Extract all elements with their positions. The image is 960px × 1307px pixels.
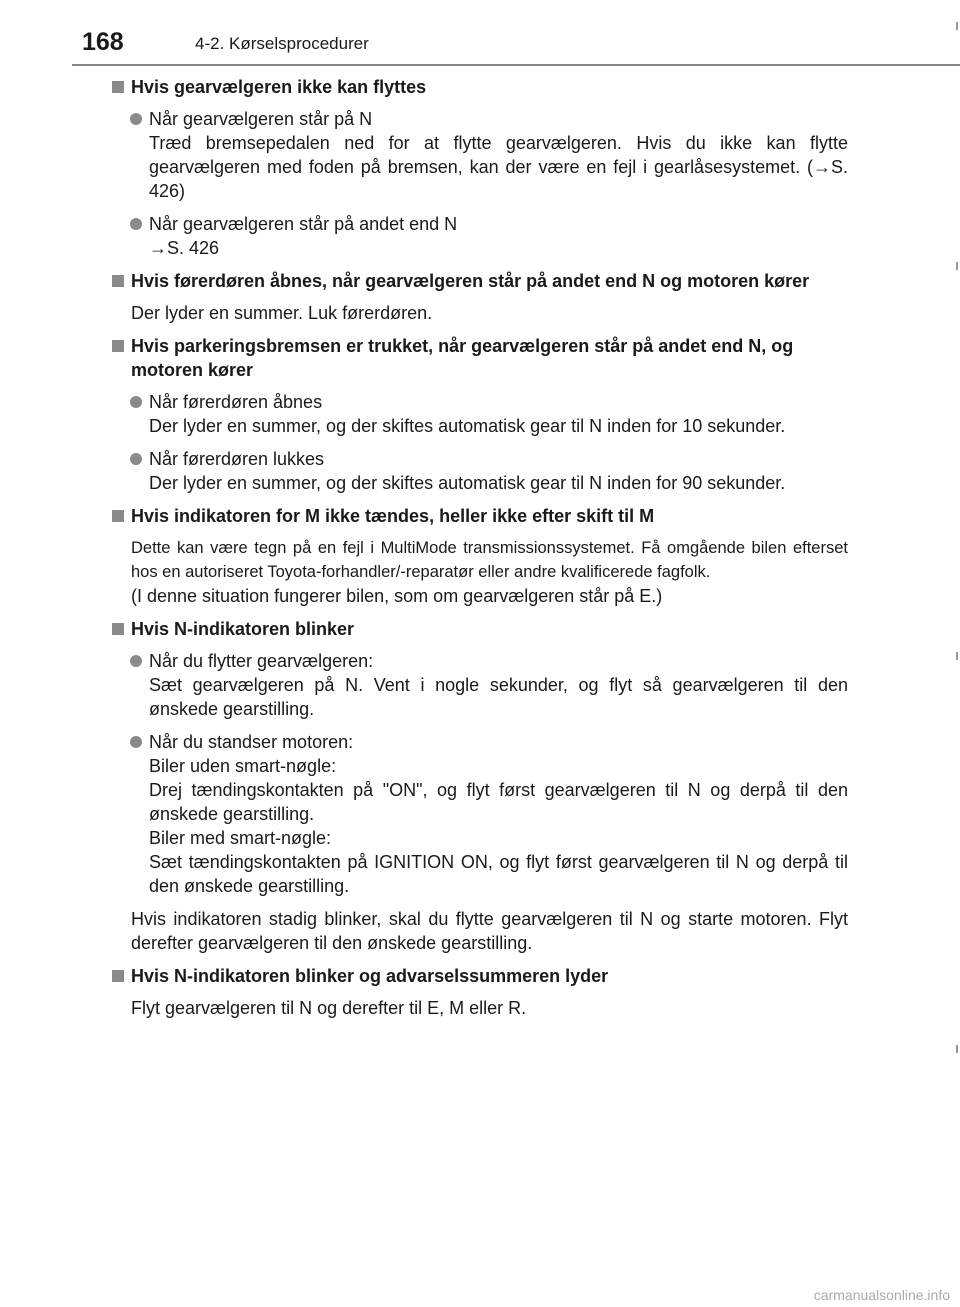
section-heading: Hvis førerdøren åbnes, når gearvælgeren står på andet end N og motoren kører [112,269,848,293]
square-bullet-icon [112,81,124,93]
chapter-title: 4-2. Kørselsprocedurer [195,34,369,53]
square-bullet-icon [112,510,124,522]
section-heading: Hvis gearvælgeren ikke kan flyttes [112,75,848,99]
square-bullet-icon [112,970,124,982]
section-heading: Hvis N-indikatoren blinker og advarselssummeren lyder [112,964,848,988]
list-item: Når gearvælgeren står på N Træd bremsepedalen ned for at flytte gearvælgeren. Hvis du ikke kan flytte gearvælgeren med foden på bremsen, kan der være en fejl i gearlåsesystemet. (→S. 426) [112,107,848,203]
square-bullet-icon [112,340,124,352]
circle-bullet-icon [130,736,142,748]
list-item: Når førerdøren åbnes Der lyder en summer, og der skiftes automatisk gear til N inden for 10 sekunder. [112,390,848,438]
list-item: Når førerdøren lukkes Der lyder en summer, og der skiftes automatisk gear til N inden for 90 sekunder. [112,447,848,495]
page-number: 168 [82,28,124,56]
edge-mark [956,652,958,660]
list-item: Når gearvælgeren står på andet end N →S. 426 [112,212,848,260]
square-bullet-icon [112,275,124,287]
circle-bullet-icon [130,396,142,408]
paragraph: Hvis indikatoren stadig blinker, skal du flytte gearvælgeren til N og starte motoren. Flyt derefter gearvælgeren til den ønskede gearstilling. [131,909,848,953]
header-rule [72,64,960,66]
circle-bullet-icon [130,453,142,465]
paragraph: Der lyder en summer. Luk førerdøren. [131,303,433,323]
page-content [112,75,848,1029]
circle-bullet-icon [130,218,142,230]
list-item: Når du standser motoren: Biler uden smart-nøgle: Drej tændingskontakten på "ON", og flyt først gearvælgeren til N og derpå til den ønskede gearstilling. Biler med smart-nøgle: Sæt tændingskontakten på IGNITION ON, og flyt først gearvælgeren til N og derpå til den ønskede gearstilling. [112,730,848,898]
edge-mark [956,22,958,30]
section-heading: Hvis indikatoren for M ikke tændes, heller ikke efter skift til M [112,504,848,528]
section-heading: Hvis N-indikatoren blinker [112,617,848,641]
edge-mark [956,262,958,270]
paragraph: (I denne situation fungerer bilen, som om gearvælgeren står på E.) [131,586,663,606]
paragraph: Dette kan være tegn på en fejl i MultiMode transmissionssystemet. Få omgående bilen efterset hos en autoriseret Toyota-forhandler/-reparatør eller andre kvalificerede fagfolk. [131,539,848,581]
page-header [72,28,952,62]
paragraph: Flyt gearvælgeren til N og derefter til E, M eller R. [131,998,527,1018]
watermark: carmanualsonline.info [813,1287,950,1303]
list-item: Når du flytter gearvælgeren: Sæt gearvælgeren på N. Vent i nogle sekunder, og flyt så gearvælgeren til den ønskede gearstilling. [112,649,848,721]
section-heading: Hvis parkeringsbremsen er trukket, når gearvælgeren står på andet end N, og motoren kører [112,334,848,382]
circle-bullet-icon [130,113,142,125]
circle-bullet-icon [130,655,142,667]
edge-mark [956,1045,958,1053]
square-bullet-icon [112,623,124,635]
